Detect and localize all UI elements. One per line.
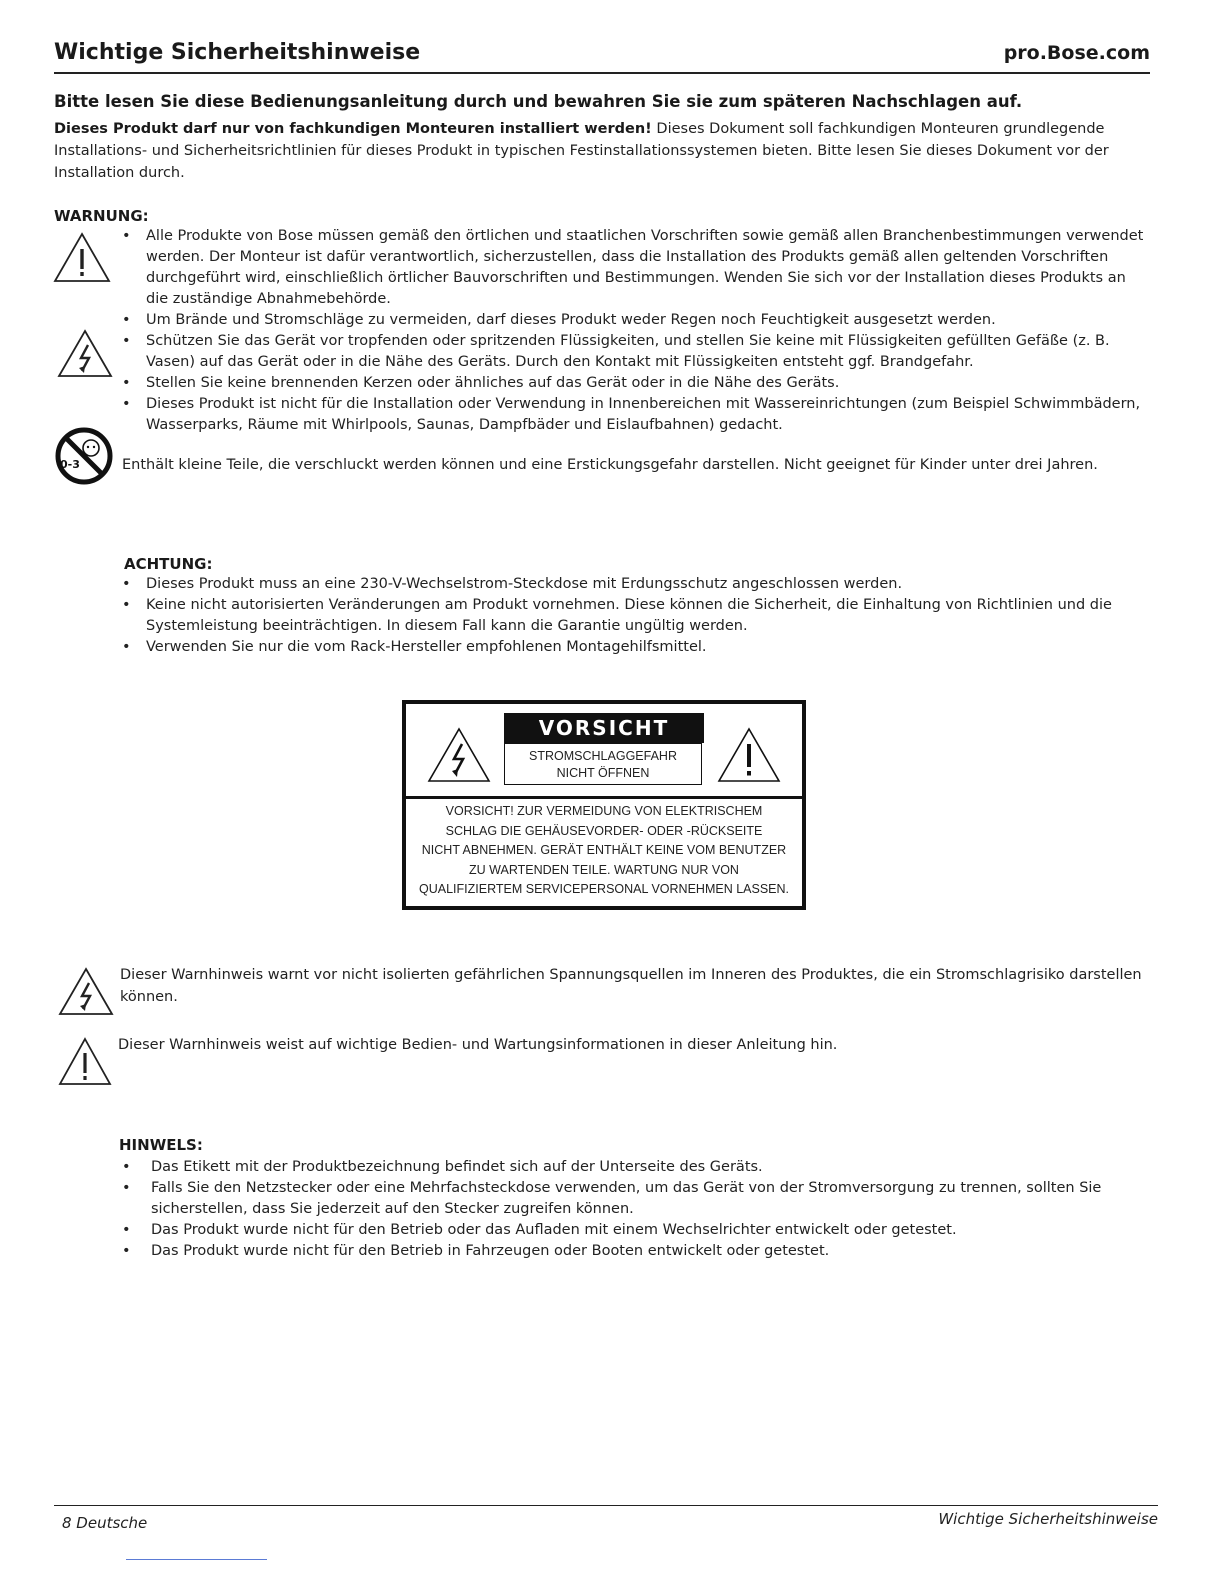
footer-divider [54,1505,1158,1506]
page-title: Wichtige Sicherheitshinweise [54,40,421,65]
warnung-list [122,226,1152,436]
list-item: • Das Produkt wurde nicht für den Betrieb in Fahrzeugen oder Booten entwickelt oder getestet. [122,1241,1156,1262]
footer-page-label: 8 Deutsche [62,1514,148,1532]
caution-body-line: ZU WARTENDEN TEILE. WARTUNG NUR VON [469,862,739,877]
hinweis-label: HINWELS: [119,1136,203,1154]
list-item: • Stellen Sie keine brennenden Kerzen oder ähnliches auf das Gerät oder in die Nähe des Geräts. [122,373,1152,394]
caution-body-line: SCHLAG DIE GEHÄUSEVORDER- ODER -RÜCKSEITE [445,823,763,838]
small-parts-icon [54,426,114,486]
page-header [54,38,1150,74]
list-item: • Um Brände und Stromschläge zu vermeiden, darf dieses Produkt weder Regen noch Feuchtigkeit ausgesetzt werden. [122,310,1152,331]
list-item: • Dieses Produkt ist nicht für die Installation oder Verwendung in Innenbereichen mit Wassereinrichtungen (zum Beispiel Schwimmbädern, Wasserparks, Räume mit Whirlpools, Saunas, Dampfbäder und Eislaufbahnen) gedacht. [122,394,1152,436]
scan-mark-line [126,1559,267,1560]
intro-text: Dieses Dokument soll fachkundigen Monteuren grundlegende Installations- und Sicherheitsrichtlinien für dieses Produkt in typischen Festinstallationssystemen bieten. Bitte lesen Sie dieses Dokument vor der Installation durch. [54,121,1109,181]
caution-body-line: NICHT ABNEHMEN. GERÄT ENTHÄLT KEINE VOM BENUTZER [421,843,787,857]
caution-body-line: VORSICHT! ZUR VERMEIDUNG VON ELEKTRISCHEM [445,804,763,818]
lightning-symbol-text: Dieser Warnhinweis warnt vor nicht isolierten gefährlichen Spannungsquellen im Inneren des Produktes, die ein Stromschlagrisiko darstellen können. [120,967,1142,1005]
list-item: • Schützen Sie das Gerät vor tropfenden oder spritzenden Flüssigkeiten, und stellen Sie keine mit Flüssigkeiten gefüllten Gefäße (z. B. Vasen) auf das Gerät oder in die Nähe des Geräts. Durch den Kontakt mit Flüssigkeiten entsteht ggf. Brandgefahr. [122,331,1152,373]
list-item: • Alle Produkte von Bose müssen gemäß den örtlichen und staatlichen Vorschriften sowie gemäß allen Branchenbestimmungen verwendet werden. Der Monteur ist dafür verantwortlich, sicherzustellen, dass die Installation des Produkts gemäß allen geltenden Vorschriften durchgeführt wird, einschließlich örtlicher Bauvorschriften und Bestimmungen. Wenden Sie sich vor der Installation dieses Produkts an die zuständige Abnahmebehörde. [122,226,1152,310]
vorsicht-title: VORSICHT [504,713,704,743]
caution-label-body [406,802,802,900]
caution-body-line: QUALIFIZIERTEM SERVICEPERSONAL VORNEHMEN LASSEN. [419,882,789,896]
list-item: • Keine nicht autorisierten Veränderungen am Produkt vornehmen. Diese können die Sicherheit, die Einhaltung von Richtlinien und die Systemleistung beeinträchtigen. In diesem Fall kann die Garantie ungültig werden. [122,595,1152,637]
caution-label-box [402,700,806,910]
achtung-list [122,574,1152,658]
list-item: • Das Produkt wurde nicht für den Betrieb oder das Aufladen mit einem Wechselrichter entwickelt oder getestet. [122,1220,1156,1241]
exclamation-warning-icon [716,726,782,784]
intro-heading: Bitte lesen Sie diese Bedienungsanleitung durch und bewahren Sie sie zum späteren Nachschlagen auf. [54,92,1023,111]
vorsicht-sub-line: STROMSCHLAGGEFAHR [529,749,677,763]
list-item: • Verwenden Sie nur die vom Rack-Hersteller empfohlenen Montagehilfsmittel. [122,637,1152,658]
list-item: • Das Etikett mit der Produktbezeichnung befindet sich auf der Unterseite des Geräts. [122,1157,1156,1178]
exclamation-symbol-text: Dieser Warnhinweis weist auf wichtige Bedien- und Wartungsinformationen in dieser Anleitung hin. [118,1037,838,1053]
small-parts-text: Enthält kleine Teile, die verschluckt werden können und eine Erstickungsgefahr darstellen. Nicht geeignet für Kinder unter drei Jahren. [122,457,1098,473]
achtung-label: ACHTUNG: [124,555,213,573]
small-parts-age-label: 0-3 [60,458,80,471]
site-link[interactable]: pro.Bose.com [1003,42,1150,64]
intro-paragraph [54,118,1140,184]
lightning-warning-icon [57,328,113,378]
footer-section-title: Wichtige Sicherheitshinweise [938,1510,1158,1528]
vorsicht-subtitle [504,743,702,785]
warnung-label: WARNUNG: [54,207,149,225]
exclamation-warning-icon [58,1036,112,1086]
lightning-warning-icon [426,726,492,784]
hinweis-list [122,1157,1156,1262]
lightning-warning-icon [58,966,114,1016]
vorsicht-sub-line: NICHT ÖFFNEN [556,766,650,780]
list-item: • Falls Sie den Netzstecker oder eine Mehrfachsteckdose verwenden, um das Gerät von der Stromversorgung zu trennen, sollten Sie sicherstellen, dass Sie jederzeit auf den Stecker zugreifen können. [122,1178,1156,1220]
caution-label-top [406,704,802,799]
list-item: • Dieses Produkt muss an eine 230-V-Wechselstrom-Steckdose mit Erdungsschutz angeschlossen werden. [122,574,1152,595]
exclamation-warning-icon [53,231,111,283]
intro-bold-lead: Dieses Produkt darf nur von fachkundigen Monteuren installiert werden! [54,121,652,137]
